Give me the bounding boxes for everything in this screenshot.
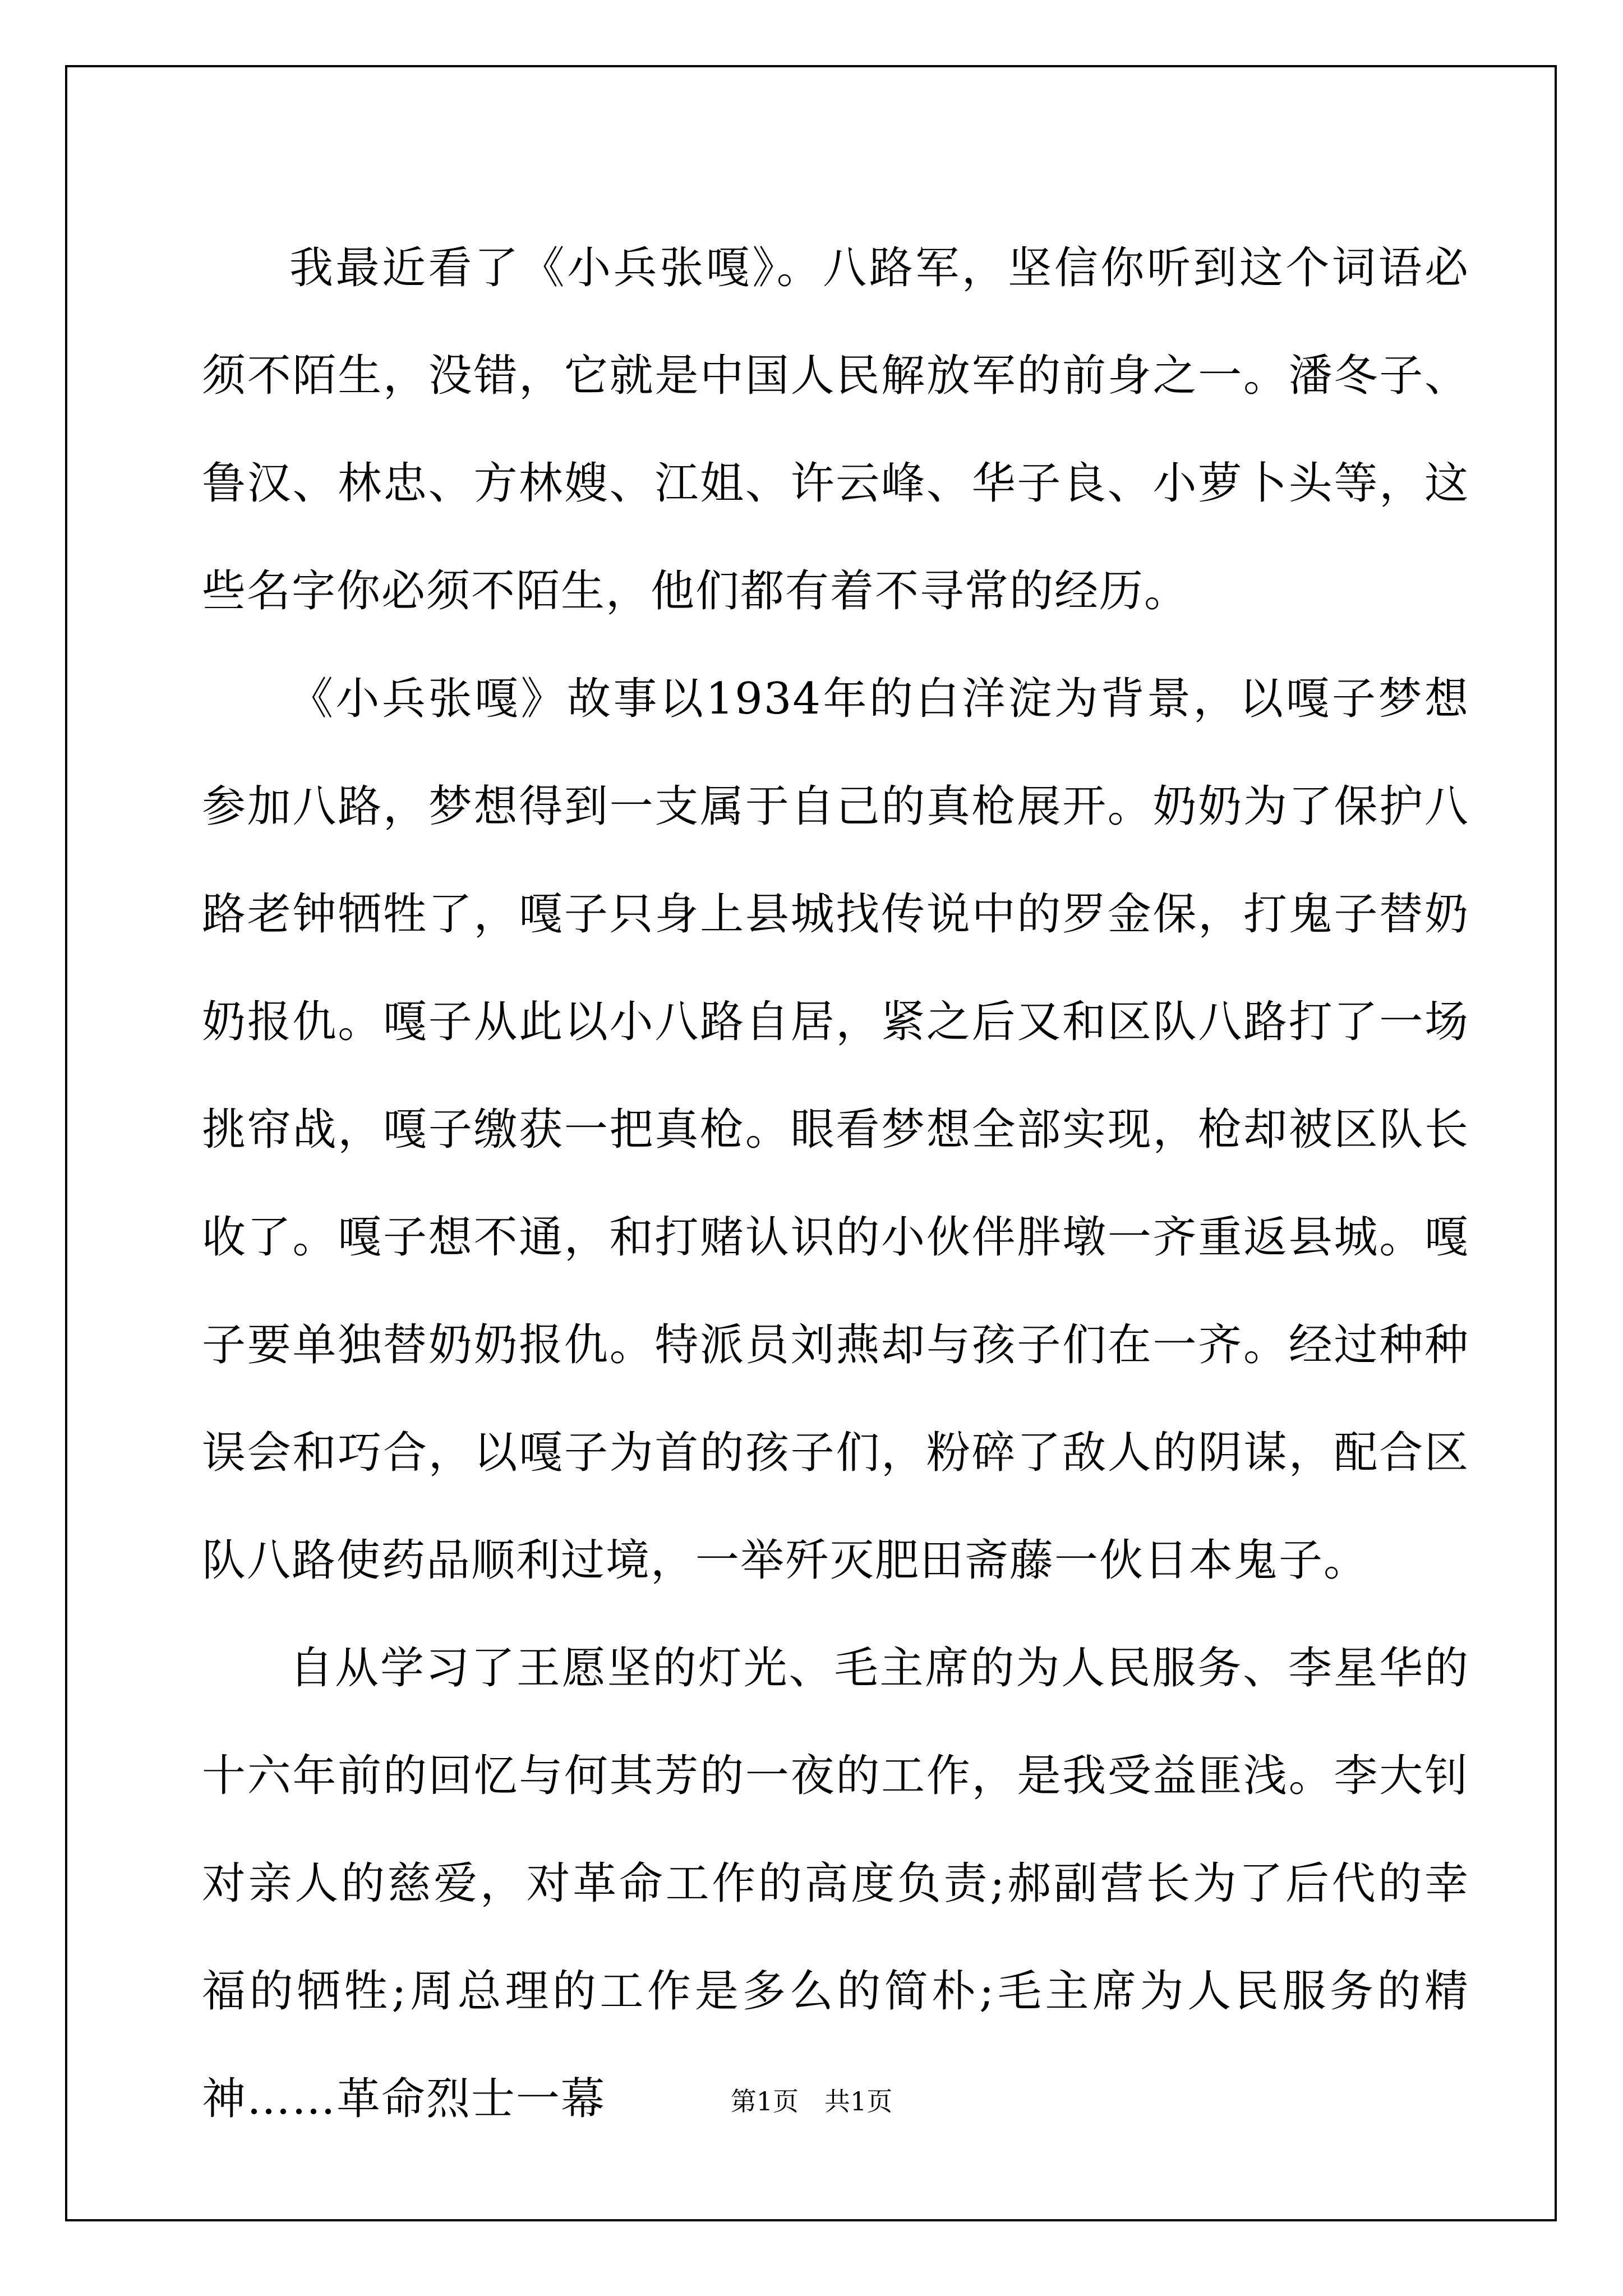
page-footer: 第1页 共1页 [730,2086,893,2116]
paragraph-3: 自从学习了王愿坚的灯光、毛主席的为人民服务、李星华的十六年前的回忆与何其芳的一夜的工作，是我受益匪浅。李大钊对亲人的慈爱，对革命工作的高度负责;郝副营长为了后代的幸福的牺牲;周总理的工作是多么的简朴;毛主席为人民服务的精神……革命烈士一幕 [202,1643,1469,2124]
paragraph-2: 《小兵张嘎》故事以1934年的白洋淀为背景，以嘎子梦想参加八路，梦想得到一支属于自己的真枪展开。奶奶为了保护八路老钟牺牲了，嘎子只身上县城找传说中的罗金保，打鬼子替奶奶报仇。嘎子从此以小八路自居，紧之后又和区队八路打了一场挑帘战，嘎子缴获一把真枪。眼看梦想全部实现，枪却被区队长收了。嘎子想不通，和打赌认识的小伙伴胖墩一齐重返县城。嘎子要单独替奶奶报仇。特派员刘燕却与孩子们在一齐。经过种种误会和巧合，以嘎子为首的孩子们，粉碎了敌人的阴谋，配合区队八路使药品顺利过境，一举歼灭肥田斋藤一伙日本鬼子。 [202,674,1469,1586]
paragraph-1: 我最近看了《小兵张嘎》。八路军，坚信你听到这个词语必须不陌生，没错，它就是中国人民解放军的前身之一。潘冬子、鲁汉、林忠、方林嫂、江姐、许云峰、华子良、小萝卜头等，这些名字你必须不陌生，他们都有着不寻常的经历。 [202,243,1469,616]
document-body [202,214,1469,2153]
